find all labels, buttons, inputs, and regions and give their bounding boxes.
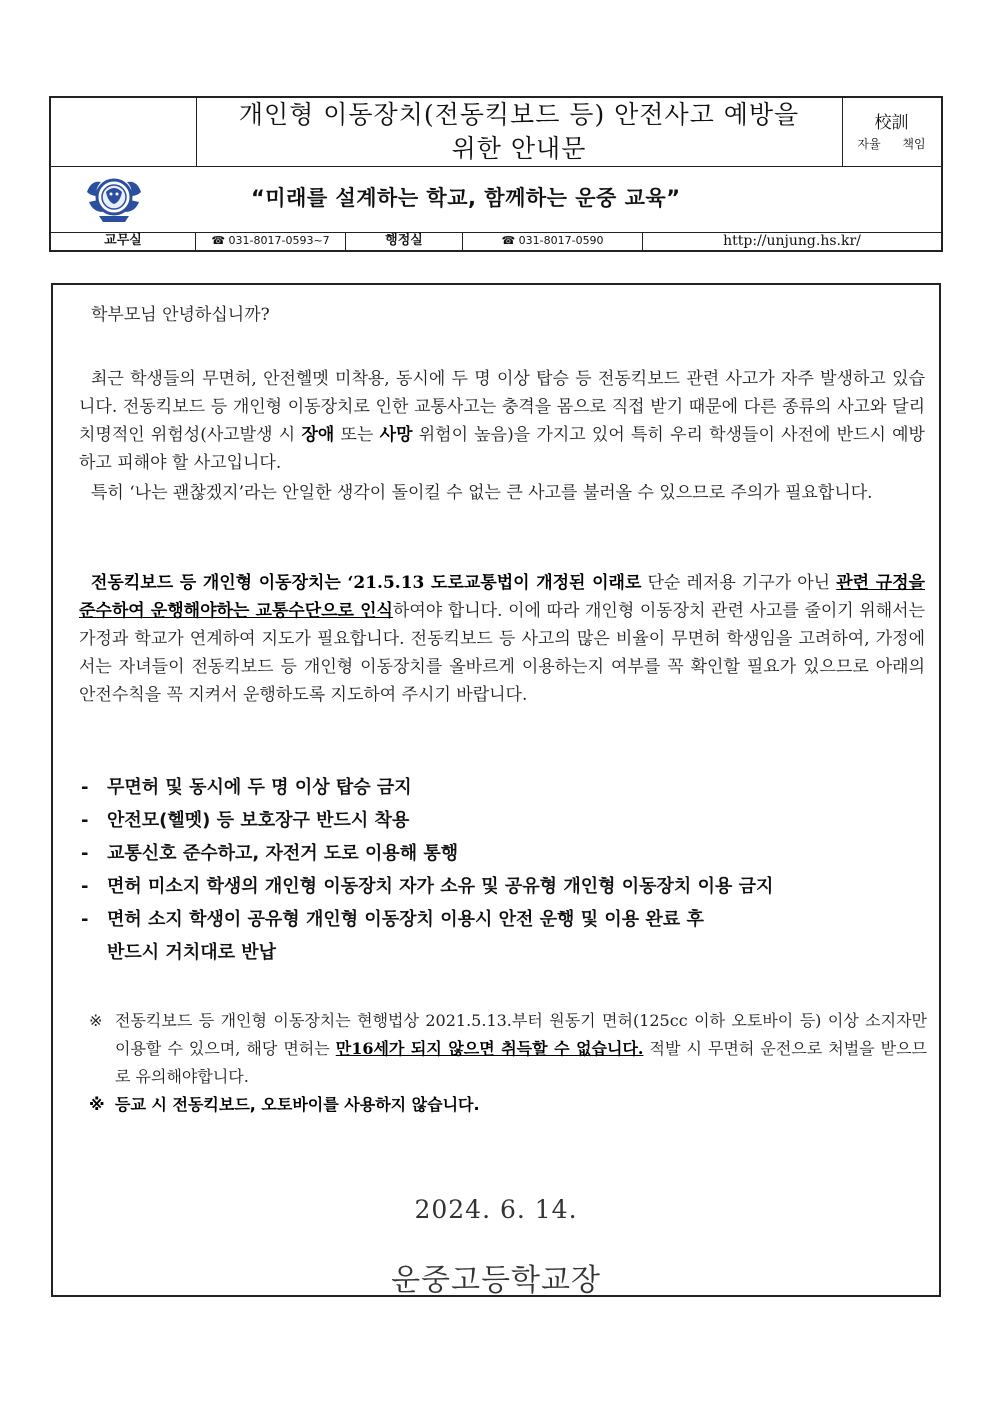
school-slogan: “미래를 설계하는 학교, 함께하는 운중 교육” bbox=[251, 186, 681, 210]
motto-title: 校訓 bbox=[874, 113, 909, 133]
issue-date: 2024. 6. 14. bbox=[414, 1195, 578, 1224]
office1-phone: ☎ 031-8017-0593~7 bbox=[196, 232, 346, 250]
law-revision-emphasis: 전동킥보드 등 개인형 이동장치는 ‘21.5.13 도로교통법이 개정된 이래로 bbox=[91, 573, 642, 593]
note-license: ※ 전동킥보드 등 개인형 이동장치는 현행법상 2021.5.13.부터 원동기 면허(125cc 이하 오토바이 등) 이상 소지자만 이용할 수 있으며, 해당 면허는 만16세가 되지 않으면 취득할 수 없습니다. 적발 시 무면허 운전으로 처벌을 받으므로 유의해야합니다. bbox=[89, 1011, 928, 1086]
document-title bbox=[196, 98, 842, 166]
age-requirement-emphasis: 만16세가 되지 않으면 취득할 수 없습니다. bbox=[335, 1039, 644, 1058]
note-commute: ※ 등교 시 전동킥보드, 오토바이를 사용하지 않습니다. bbox=[89, 1095, 480, 1114]
list-item: - 면허 미소지 학생의 개인형 이동장치 자가 소유 및 공유형 개인형 이동장치 이용 금지 bbox=[81, 876, 774, 897]
office2-phone: ☎ 031-8017-0590 bbox=[463, 232, 643, 250]
paragraph-3: 전동킥보드 등 개인형 이동장치는 ‘21.5.13 도로교통법이 개정된 이래로 단순 레저용 기구가 아닌 관련 규정을 준수하여 운행해야하는 교통수단으로 인식하여야 합니다. 이에 따라 개인형 이동장치 관련 사고를 줄이기 위해서는 가정과 학교가 연계하여 지도가 필요합니다. 전동킥보드 등 사고의 많은 비율이 무면허 학생임을 고려하여, 가정에서는 자녀들이 전동킥보드 등 개인형 이동장치를 올바르게 이용하는지 여부를 꼭 확인할 필요가 있으므로 아래의 안전수칙을 꼭 지켜서 운행하도록 지도하여 주시기 바랍니다. bbox=[79, 573, 925, 705]
letterhead bbox=[49, 96, 943, 252]
signer: 운중고등학교장 bbox=[391, 1263, 601, 1298]
notice-body bbox=[51, 283, 941, 1297]
school-website-link[interactable]: http://unjung.hs.kr/ bbox=[723, 233, 861, 249]
list-item: - 안전모(헬멧) 등 보호장구 반드시 착용 bbox=[81, 810, 410, 831]
emphasis-disability: 장애 bbox=[301, 425, 335, 445]
slogan-row bbox=[51, 166, 941, 232]
motto-words: 자율 책임 bbox=[857, 137, 926, 151]
school-motto bbox=[842, 98, 941, 166]
notes bbox=[89, 1007, 927, 1119]
paragraph-2: 특히 ‘나는 괜찮겠지’라는 안일한 생각이 돌이킬 수 없는 큰 사고를 불러올 수 있으므로 주의가 필요합니다. bbox=[91, 483, 873, 503]
title-line-2: 위한 안내문 bbox=[451, 134, 587, 163]
greeting: 학부모님 안녕하십니까? bbox=[91, 305, 270, 325]
list-item: - 무면허 및 동시에 두 명 이상 탑승 금지 bbox=[81, 777, 412, 798]
safety-rules-list bbox=[81, 771, 921, 969]
contact-row bbox=[51, 232, 941, 250]
emphasis-death: 사망 bbox=[379, 425, 413, 445]
paragraph-1: 최근 학생들의 무면허, 안전헬멧 미착용, 동시에 두 명 이상 탑승 등 전동킥보드 관련 사고가 자주 발생하고 있습니다. 전동킥보드 등 개인형 이동장치로 인한 교통사고는 충격을 몸으로 직접 받기 때문에 다른 종류의 사고와 달리 치명적인 위험성(사고발생 시 장애 또는 사망 위험이 높음)을 가지고 있어 특히 우리 학생들이 사전에 반드시 예방하고 피해야 할 사고입니다. bbox=[79, 369, 925, 473]
office1-label: 교무실 bbox=[51, 232, 196, 250]
title-line-1: 개인형 이동장치(전동킥보드 등) 안전사고 예방을 bbox=[238, 100, 800, 129]
list-item: - 교통신호 준수하고, 자전거 도로 이용해 통행 bbox=[81, 843, 459, 864]
list-item: - 면허 소지 학생이 공유형 개인형 이동장치 이용시 안전 운행 및 이용 완료 후 반드시 거치대로 반납 bbox=[81, 909, 704, 963]
transport-recognition-emphasis: 관련 규정을 준수하여 운행해야하는 교통수단으로 인식 bbox=[79, 573, 925, 621]
school-emblem-icon bbox=[85, 172, 143, 226]
office2-label: 행정실 bbox=[346, 232, 463, 250]
